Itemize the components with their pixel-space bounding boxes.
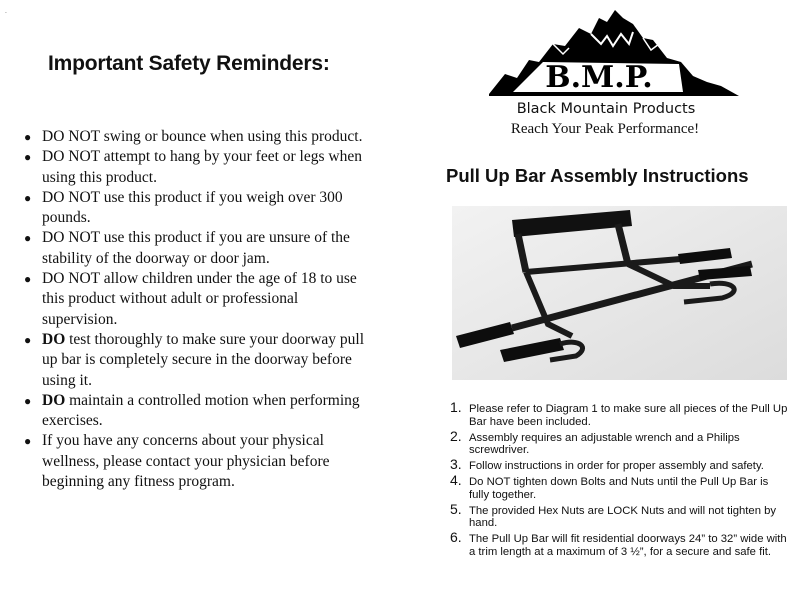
emphasis-do: DO bbox=[42, 330, 66, 348]
bullet-icon: ● bbox=[24, 130, 32, 144]
safety-item: ● DO test thoroughly to make sure your doorway pull up bar is completely secure in the doorway before using it. bbox=[24, 330, 365, 389]
step-number: 1. bbox=[450, 399, 462, 415]
step-item: 5. The provided Hex Nuts are LOCK Nuts and will not tighten by hand. bbox=[450, 500, 777, 530]
step-item: 3. Follow instructions in order for proper assembly and safety. bbox=[450, 456, 764, 473]
step-item: 6. The Pull Up Bar will fit residential doorways 24” to 32” wide with a trim length at a maximum of 3 ½”, for a secure and safe fit. bbox=[450, 529, 787, 558]
safety-list bbox=[22, 127, 367, 492]
safety-item: ● DO maintain a controlled motion when performing exercises. bbox=[24, 391, 360, 430]
step-item: 1. Please refer to Diagram 1 to make sure all pieces of the Pull Up Bar have been included. bbox=[450, 399, 788, 428]
step-item: 2. Assembly requires an adjustable wrench and a Philips screwdriver. bbox=[450, 427, 740, 457]
step-item: 4. Do NOT tighten down Bolts and Nuts until the Pull Up Bar is fully together. bbox=[450, 471, 769, 501]
step-number: 5. bbox=[450, 500, 462, 517]
pull-up-bar-photo bbox=[452, 206, 787, 380]
assembly-title: Pull Up Bar Assembly Instructions bbox=[446, 165, 749, 186]
bullet-icon: ● bbox=[24, 332, 32, 347]
step-number: 6. bbox=[450, 529, 462, 546]
corner-mark: . bbox=[5, 8, 7, 15]
safety-item: ● DO NOT use this product if you are unsure of the stability of the doorway or door jam. bbox=[24, 229, 350, 267]
step-number: 3. bbox=[450, 456, 462, 473]
bullet-icon: ● bbox=[24, 393, 32, 408]
safety-title: Important Safety Reminders: bbox=[48, 52, 330, 75]
safety-item: ● DO NOT swing or bounce when using this product. bbox=[22, 127, 367, 147]
tagline: Reach Your Peak Performance! bbox=[510, 121, 700, 137]
safety-item: ● DO NOT attempt to hang by your feet or legs when using this product. bbox=[24, 148, 362, 186]
safety-item: ● DO NOT allow children under the age of 18 to use this product without adult or professional supervision. bbox=[24, 270, 357, 328]
bullet-icon: ● bbox=[24, 231, 32, 246]
brand-name: Black Mountain Products bbox=[516, 101, 696, 117]
bullet-icon: ● bbox=[24, 150, 32, 165]
assembly-steps bbox=[446, 399, 791, 562]
emphasis-do: DO bbox=[42, 391, 66, 409]
safety-item: ● If you have any concerns about your physical wellness, please contact your physician before beginning any fitness program. bbox=[24, 432, 330, 491]
step-number: 4. bbox=[450, 471, 462, 488]
step-number: 2. bbox=[450, 427, 462, 444]
bmp-mountain-logo bbox=[483, 4, 745, 102]
bullet-icon: ● bbox=[24, 434, 32, 449]
bullet-icon: ● bbox=[24, 190, 32, 205]
bullet-icon: ● bbox=[24, 272, 32, 287]
logo-letters: B.M.P. bbox=[545, 60, 653, 95]
safety-item: ● DO NOT use this product if you weigh over 300 pounds. bbox=[24, 188, 343, 227]
